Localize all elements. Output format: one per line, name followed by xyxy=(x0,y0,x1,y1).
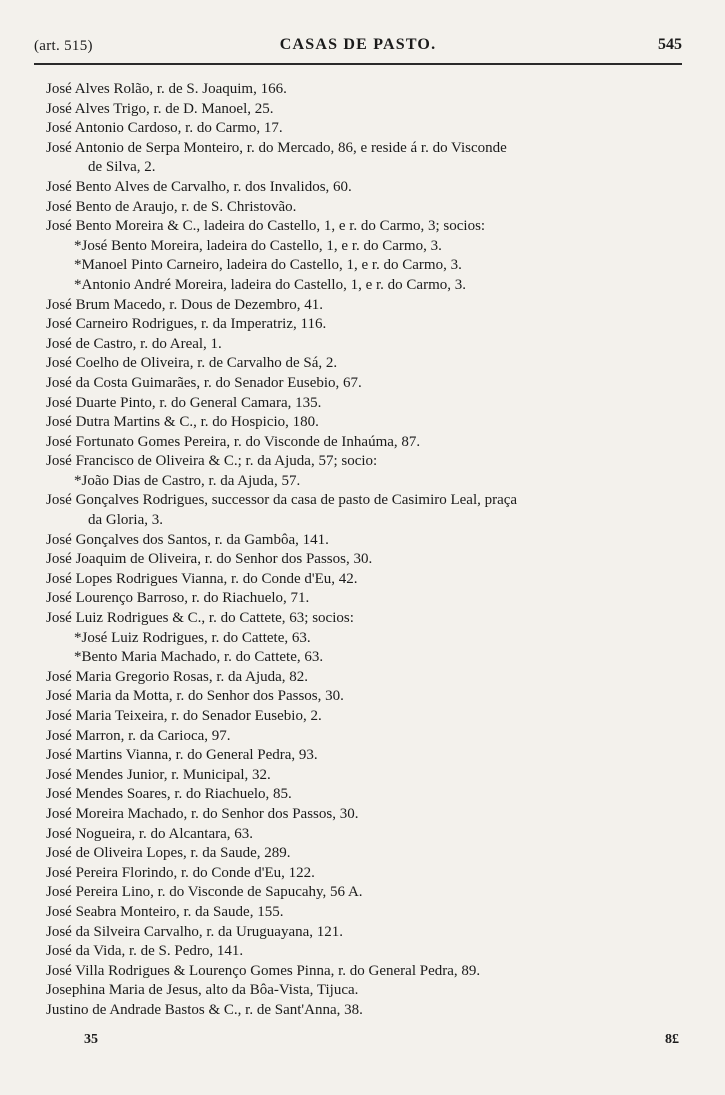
article-reference: (art. 515) xyxy=(34,38,93,54)
directory-entry: José Duarte Pinto, r. do General Camara, 135. xyxy=(46,394,322,411)
entry-continuation: da Gloria, 3. xyxy=(88,512,163,529)
partner-entry: *José Bento Moreira, ladeira do Castello, 1, e r. do Carmo, 3. xyxy=(74,237,442,254)
directory-entry: José Bento Moreira & C., ladeira do Castello, 1, e r. do Carmo, 3; socios: xyxy=(46,218,486,235)
directory-entry: José Luiz Rodrigues & C., r. do Cattete, 63; socios: xyxy=(46,610,354,627)
directory-entry: José da Vida, r. de S. Pedro, 141. xyxy=(46,943,244,960)
partner-entry: *Manoel Pinto Carneiro, ladeira do Castello, 1, e r. do Carmo, 3. xyxy=(74,257,462,274)
partner-entry: *Antonio André Moreira, ladeira do Castello, 1, e r. do Carmo, 3. xyxy=(74,276,466,293)
page-title: CASAS DE PASTO. xyxy=(279,36,437,53)
directory-entry: José Lourenço Barroso, r. do Riachuelo, 71. xyxy=(46,590,310,607)
directory-entry: José da Silveira Carvalho, r. da Uruguayana, 121. xyxy=(46,923,344,940)
directory-entry: José Antonio de Serpa Monteiro, r. do Mercado, 86, e reside á r. do Visconde xyxy=(46,139,507,156)
directory-entry: José Maria Gregorio Rosas, r. da Ajuda, 82. xyxy=(46,668,309,685)
directory-entry: José Antonio Cardoso, r. do Carmo, 17. xyxy=(46,120,283,137)
directory-entry: José Mendes Junior, r. Municipal, 32. xyxy=(46,766,271,783)
directory-entry: José Gonçalves Rodrigues, successor da casa de pasto de Casimiro Leal, praça xyxy=(46,492,518,509)
page-header xyxy=(34,34,682,62)
directory-entry: José Fortunato Gomes Pereira, r. do Visconde de Inhaúma, 87. xyxy=(46,433,421,450)
directory-entry: José Moreira Machado, r. do Senhor dos Passos, 30. xyxy=(46,805,359,822)
directory-entry: Justino de Andrade Bastos & C., r. de Sant'Anna, 38. xyxy=(46,1001,363,1018)
directory-entry: Josephina Maria de Jesus, alto da Bôa-Vista, Tijuca. xyxy=(46,982,359,999)
directory-entry: José Nogueira, r. do Alcantara, 63. xyxy=(46,825,254,842)
directory-entry: José Gonçalves dos Santos, r. da Gambôa, 141. xyxy=(46,531,329,548)
directory-entry: José Brum Macedo, r. Dous de Dezembro, 41. xyxy=(46,296,324,313)
directory-entry: José Seabra Monteiro, r. da Saude, 155. xyxy=(46,903,284,920)
directory-entry: José Alves Rolão, r. de S. Joaquim, 166. xyxy=(46,81,287,97)
directory-entry: José Carneiro Rodrigues, r. da Imperatriz, 116. xyxy=(46,316,327,333)
directory-list xyxy=(46,80,686,1021)
directory-entry: José Marron, r. da Carioca, 97. xyxy=(46,727,231,744)
directory-entry: José Alves Trigo, r. de D. Manoel, 25. xyxy=(46,100,274,117)
directory-entry: José Francisco de Oliveira & C.; r. da Ajuda, 57; socio: xyxy=(46,453,378,470)
directory-entry: José de Oliveira Lopes, r. da Saude, 289. xyxy=(46,845,291,862)
footer-right-mark: 8£ xyxy=(665,1032,679,1047)
header-rule xyxy=(34,63,682,65)
page-number: 545 xyxy=(658,36,682,53)
directory-entry: José Maria Teixeira, r. do Senador Eusebio, 2. xyxy=(46,708,322,724)
partner-entry: *José Luiz Rodrigues, r. do Cattete, 63. xyxy=(74,629,311,646)
directory-entry: José Lopes Rodrigues Vianna, r. do Conde d'Eu, 42. xyxy=(46,570,358,587)
directory-entry: José de Castro, r. do Areal, 1. xyxy=(46,335,222,352)
signature-mark: 35 xyxy=(84,1032,98,1047)
directory-entry: José Martins Vianna, r. do General Pedra, 93. xyxy=(46,747,318,764)
directory-entry: José Coelho de Oliveira, r. de Carvalho de Sá, 2. xyxy=(46,355,338,372)
directory-entry: José da Costa Guimarães, r. do Senador Eusebio, 67. xyxy=(46,374,362,391)
directory-entry: José Joaquim de Oliveira, r. do Senhor dos Passos, 30. xyxy=(46,551,373,568)
directory-entry: José Bento de Araujo, r. de S. Christovão. xyxy=(46,198,297,215)
directory-entry: José Pereira Florindo, r. do Conde d'Eu, 122. xyxy=(46,864,315,881)
directory-entry: José Pereira Lino, r. do Visconde de Sapucahy, 56 A. xyxy=(46,884,363,901)
entry-continuation: de Silva, 2. xyxy=(88,159,156,176)
directory-entry: José Villa Rodrigues & Lourenço Gomes Pinna, r. do General Pedra, 89. xyxy=(46,962,481,979)
directory-entry: José Dutra Martins & C., r. do Hospicio, 180. xyxy=(46,414,319,431)
directory-entry: José Mendes Soares, r. do Riachuelo, 85. xyxy=(46,786,292,803)
directory-entry: José Maria da Motta, r. do Senhor dos Passos, 30. xyxy=(46,688,344,705)
partner-entry: *Bento Maria Machado, r. do Cattete, 63. xyxy=(74,649,324,666)
directory-entry: José Bento Alves de Carvalho, r. dos Invalidos, 60. xyxy=(46,178,352,195)
partner-entry: *João Dias de Castro, r. da Ajuda, 57. xyxy=(74,472,301,489)
